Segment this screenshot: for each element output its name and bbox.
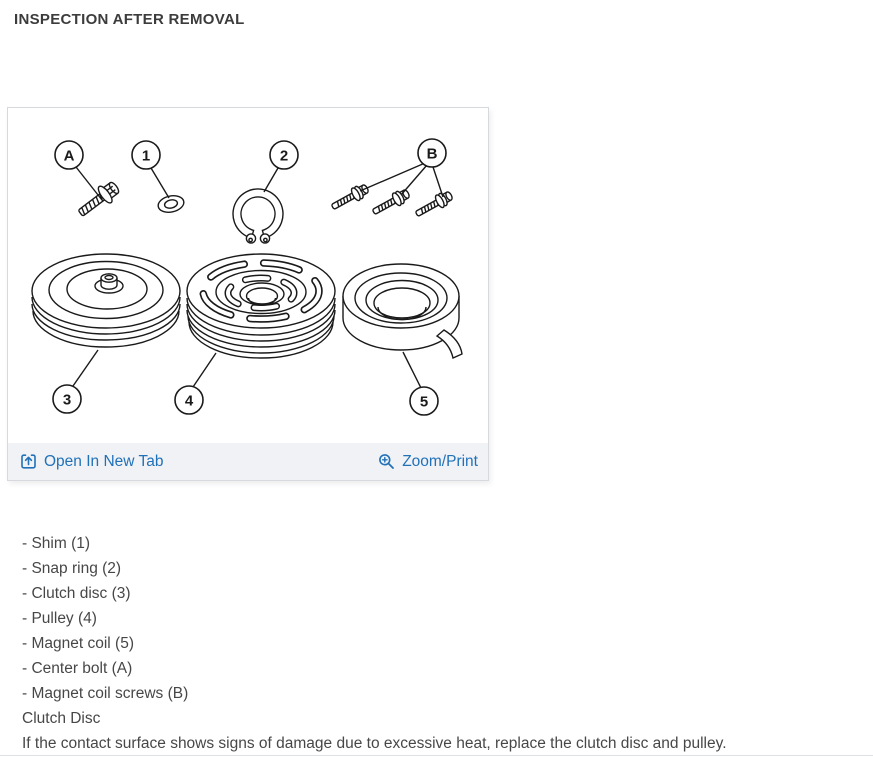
magnet-coil-drawing [343,264,462,358]
zoom-in-icon [378,453,395,470]
parts-description [22,531,852,756]
diagram-panel [7,107,489,481]
open-in-new-tab-link[interactable] [20,453,163,471]
page-title: INSPECTION AFTER REMOVAL [14,11,245,28]
callout-3 [53,385,81,413]
svg-text:A: A [63,147,75,165]
clutch-disc-drawing [32,254,180,347]
center-bolt-drawing [74,178,122,221]
figure-toolbar [8,443,488,480]
svg-text:4: 4 [184,392,194,410]
section-subheading: Clutch Disc [22,710,101,727]
callout-b [418,139,446,167]
part-list-item-clutch-disc: - Clutch disc (3) [22,585,131,602]
bottom-divider [0,755,873,756]
part-list-item-magnet-coil-screws: - Magnet coil screws (B) [22,685,189,702]
shim-drawing [157,193,186,214]
callout-5 [410,387,438,415]
zoom-print-link[interactable] [378,453,478,471]
section-body-text: If the contact surface shows signs of damage due to excessive heat, replace the clutch disc and pulley. [22,735,727,752]
svg-text:1: 1 [141,147,151,165]
part-list-item-pulley: - Pulley (4) [22,610,97,627]
clutch-assembly-diagram [8,108,488,443]
svg-text:5: 5 [419,393,429,411]
callout-2 [270,141,298,169]
open-in-new-tab-icon [20,453,37,470]
part-list-item-magnet-coil: - Magnet coil (5) [22,635,134,652]
callout-a [55,141,83,169]
svg-text:B: B [426,145,438,163]
part-list-item-shim: - Shim (1) [22,535,91,552]
svg-text:2: 2 [279,147,289,165]
part-list-item-center-bolt: - Center bolt (A) [22,660,133,677]
snap-ring-drawing [233,189,283,243]
magnet-coil-screws-drawing [329,182,454,220]
zoom-print-label: Zoom/Print [402,452,478,470]
part-list-item-snap-ring: - Snap ring (2) [22,560,122,577]
callout-1 [132,141,160,169]
pulley-drawing [187,254,335,358]
open-in-new-tab-label: Open In New Tab [44,452,164,470]
callout-4 [175,386,203,414]
svg-text:3: 3 [62,391,72,409]
